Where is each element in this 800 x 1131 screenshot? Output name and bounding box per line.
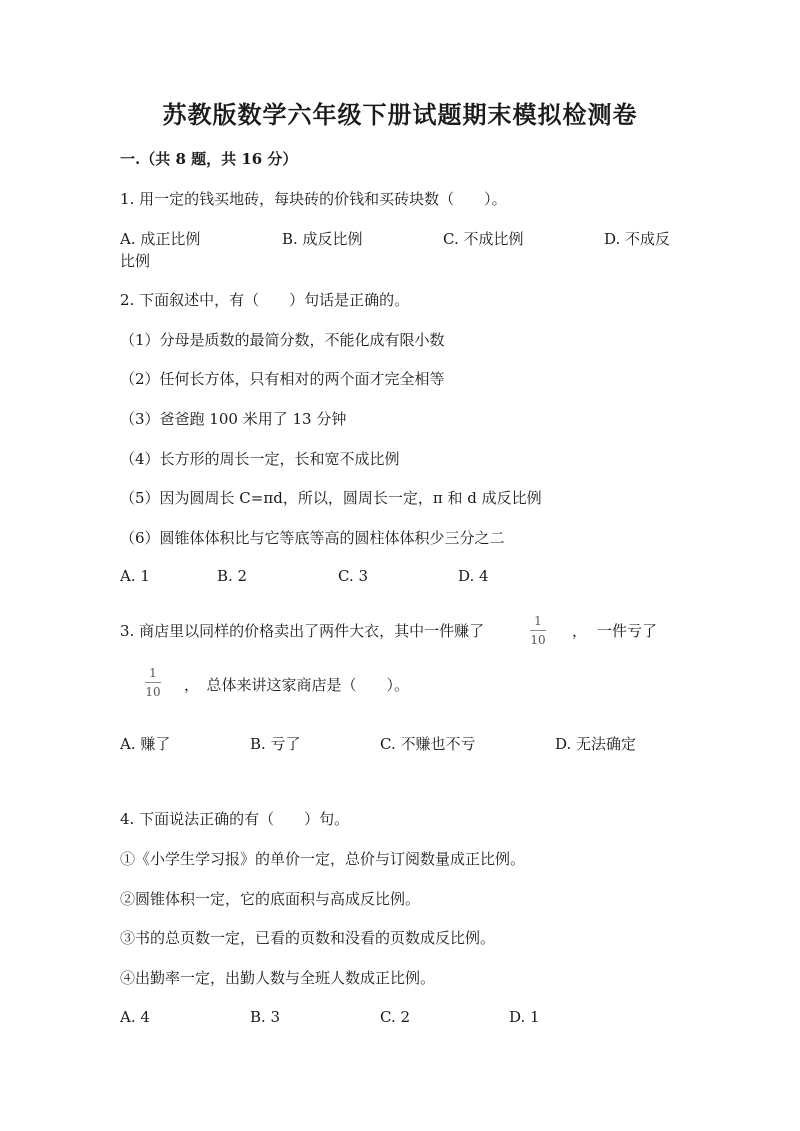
page-title: 苏教版数学六年级下册试题期末模拟检测卷 (162, 100, 638, 129)
fraction-denominator: 10 (530, 633, 546, 647)
q2-statement-4: （4）长方形的周长一定，长和宽不成比例 (120, 450, 400, 468)
q2-option-c: C. 3 (338, 567, 369, 585)
fraction-bar (530, 630, 546, 631)
q1-option-d-line2: 比例 (120, 252, 151, 270)
q3-fraction-2 (145, 666, 161, 699)
fraction-numerator: 1 (149, 666, 157, 680)
q1-option-d-line1: D. 不成反 (604, 230, 671, 248)
q4-statement-3: ③书的总页数一定，已看的页数和没看的页数成反比例。 (120, 929, 496, 947)
fraction-numerator: 1 (534, 614, 542, 628)
q2-option-a: A. 1 (120, 567, 150, 585)
q2-stem: 2. 下面叙述中，有（ ）句话是正确的。 (120, 291, 410, 309)
q3-stem-part3: ， 总体来讲这家商店是（ ）。 (184, 676, 410, 694)
q2-option-d: D. 4 (458, 567, 489, 585)
q1-option-a: A. 成正比例 (120, 230, 201, 248)
q2-statement-6: （6）圆锥体体积比与它等底等高的圆柱体体积少三分之二 (120, 529, 505, 547)
q2-statement-3: （3）爸爸跑 100 米用了 13 分钟 (120, 410, 347, 428)
q4-statement-2: ②圆锥体积一定，它的底面积与高成反比例。 (120, 890, 421, 908)
q4-statement-1: ①《小学生学习报》的单价一定，总价与订阅数量成正比例。 (120, 850, 526, 868)
q3-option-a: A. 赚了 (120, 735, 171, 753)
q2-statement-2: （2）任何长方体，只有相对的两个面才完全相等 (120, 370, 445, 388)
q4-stem: 4. 下面说法正确的有（ ）句。 (120, 810, 350, 828)
q4-option-d: D. 1 (509, 1008, 540, 1026)
q2-statement-1: （1）分母是质数的最简分数，不能化成有限小数 (120, 331, 445, 349)
q3-fraction-1 (530, 614, 546, 647)
q3-option-b: B. 亏了 (250, 735, 301, 753)
q3-comma: ， (572, 622, 588, 640)
q1-option-b: B. 成反比例 (282, 230, 363, 248)
q1-option-c: C. 不成比例 (443, 230, 524, 248)
q3-stem-part2: 一件亏了 (597, 622, 658, 640)
q2-option-b: B. 2 (217, 567, 248, 585)
section-heading: 一.（共 8 题，共 16 分） (120, 150, 298, 168)
q1-stem: 1. 用一定的钱买地砖，每块砖的价钱和买砖块数（ ）。 (120, 190, 507, 208)
q2-statement-5: （5）因为圆周长 C=πd，所以，圆周长一定，π 和 d 成反比例 (120, 489, 542, 507)
fraction-bar (145, 682, 161, 683)
fraction-denominator: 10 (145, 685, 161, 699)
q4-option-b: B. 3 (250, 1008, 281, 1026)
q4-statement-4: ④出勤率一定，出勤人数与全班人数成正比例。 (120, 969, 436, 987)
q4-option-a: A. 4 (120, 1008, 150, 1026)
q3-option-c: C. 不赚也不亏 (380, 735, 476, 753)
q4-option-c: C. 2 (380, 1008, 411, 1026)
q3-option-d: D. 无法确定 (555, 735, 637, 753)
q3-stem-part1: 3. 商店里以同样的价格卖出了两件大衣，其中一件赚了 (120, 622, 485, 640)
